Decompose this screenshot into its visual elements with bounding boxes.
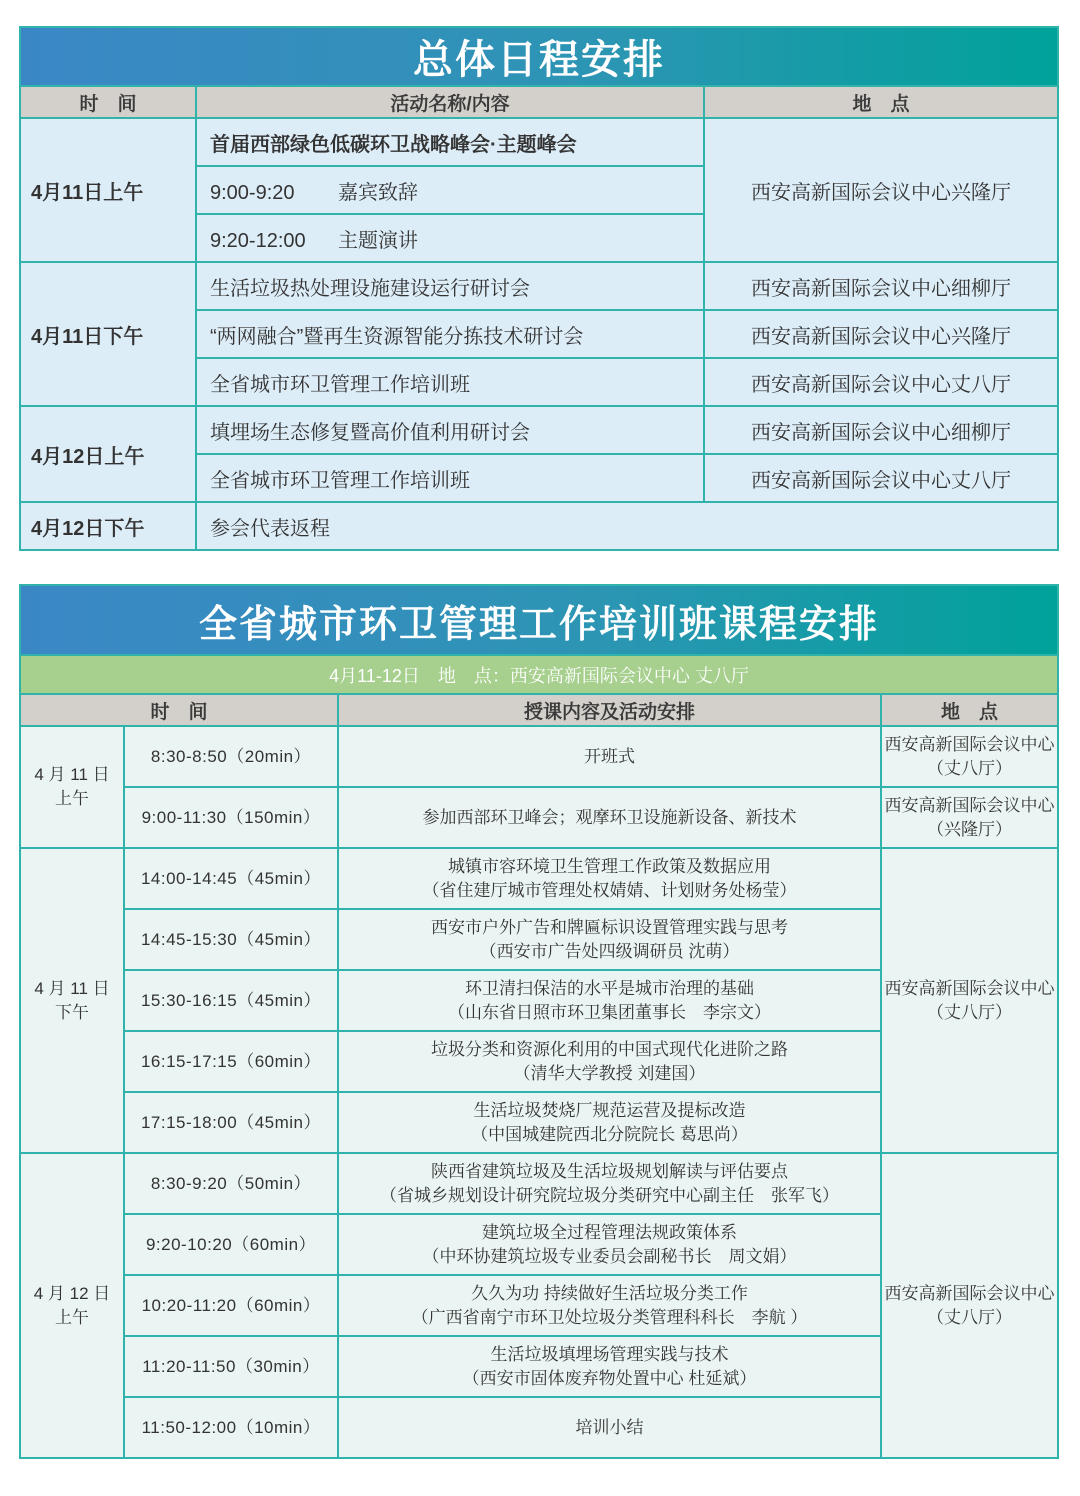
content-cell: 参加西部环卫峰会；观摩环卫设施新设备、新技术 (338, 787, 881, 848)
time-cell: 10:20-11:20（60min） (124, 1275, 338, 1336)
content-cell (338, 1214, 881, 1275)
lecture-speaker: （西安市广告处四级调研员 沈萌） (479, 941, 740, 961)
location-cell (881, 726, 1058, 787)
content-cell (338, 909, 881, 970)
activity-time: 9:20-12:00 (210, 229, 306, 252)
content-cell (338, 1153, 881, 1214)
table-row (20, 848, 1058, 909)
lecture-speaker: （清华大学教授 刘建国） (513, 1063, 706, 1083)
time-cell: 16:15-17:15（60min） (124, 1031, 338, 1092)
time-cell: 15:30-16:15（45min） (124, 970, 338, 1031)
date-cell (20, 848, 124, 1153)
column-header-location: 地 点 (704, 86, 1058, 118)
lecture-speaker: （广西省南宁市环卫处垃圾分类管理科科长 李航 ） (411, 1307, 808, 1327)
column-header-activity: 活动名称/内容 (196, 86, 704, 118)
time-cell: 4月11日下午 (20, 262, 196, 406)
lecture-title: 久久为功 持续做好生活垃圾分类工作 (471, 1283, 748, 1303)
time-cell: 9:00-11:30（150min） (124, 787, 338, 848)
content-cell (338, 1336, 881, 1397)
content-cell (338, 1275, 881, 1336)
activity-cell (196, 166, 704, 214)
location-line2: （丈八厅） (927, 758, 1012, 778)
lecture-title: 垃圾分类和资源化利用的中国式现代化进阶之路 (431, 1039, 788, 1059)
column-header-time: 时 间 (20, 86, 196, 118)
time-cell: 17:15-18:00（45min） (124, 1092, 338, 1153)
activity-cell: “两网融合”暨再生资源智能分拣技术研讨会 (196, 310, 704, 358)
location-cell: 西安高新国际会议中心兴隆厅 (704, 310, 1058, 358)
table-row (20, 118, 1058, 166)
lecture-title: 西安市户外广告和牌匾标识设置管理实践与思考 (431, 917, 788, 937)
column-header-location: 地 点 (881, 694, 1058, 726)
overall-schedule-title: 总体日程安排 (20, 27, 1058, 86)
activity-time: 9:00-9:20 (210, 181, 295, 204)
content-cell (338, 1397, 881, 1458)
column-header-time: 时 间 (20, 694, 338, 726)
activity-cell: 首届西部绿色低碳环卫战略峰会·主题峰会 (196, 118, 704, 166)
table-row (20, 406, 1058, 454)
table-row (20, 1153, 1058, 1214)
column-header-content: 授课内容及活动安排 (338, 694, 881, 726)
table-header-row (20, 86, 1058, 118)
lecture-title: 城镇市容环境卫生管理工作政策及数据应用 (448, 856, 771, 876)
date-line1: 4 月 11 日 (34, 765, 110, 784)
time-cell: 14:00-14:45（45min） (124, 848, 338, 909)
activity-cell: 全省城市环卫管理工作培训班 (196, 454, 704, 502)
location-line1: 西安高新国际会议中心 (884, 734, 1055, 754)
date-cell (20, 726, 124, 848)
location-line1: 西安高新国际会议中心 (884, 1283, 1055, 1303)
time-cell: 4月12日下午 (20, 502, 196, 550)
location-cell (881, 787, 1058, 848)
date-line2: 上午 (55, 789, 89, 808)
location-line1: 西安高新国际会议中心 (884, 795, 1055, 815)
activity-label: 嘉宾致辞 (338, 181, 418, 204)
lecture-title: 环卫清扫保洁的水平是城市治理的基础 (465, 978, 754, 998)
activity-cell: 全省城市环卫管理工作培训班 (196, 358, 704, 406)
location-cell: 西安高新国际会议中心细柳厅 (704, 262, 1058, 310)
table-row (20, 27, 1058, 86)
lecture-title: 生活垃圾填埋场管理实践与技术 (490, 1344, 729, 1364)
tables-gap (19, 551, 1061, 584)
table-row (20, 787, 1058, 848)
activity-cell: 参会代表返程 (196, 502, 1058, 550)
lecture-title: 培训小结 (575, 1417, 644, 1437)
location-cell: 西安高新国际会议中心兴隆厅 (704, 118, 1058, 262)
lecture-title: 生活垃圾焚烧厂规范运营及提标改造 (473, 1100, 746, 1120)
location-cell: 西安高新国际会议中心细柳厅 (704, 406, 1058, 454)
date-line2: 下午 (55, 1002, 89, 1022)
date-cell (20, 1153, 124, 1458)
activity-cell: 生活垃圾热处理设施建设运行研讨会 (196, 262, 704, 310)
table-row (20, 726, 1058, 787)
activity-cell (196, 214, 704, 262)
location-cell (881, 848, 1058, 1153)
lecture-speaker: （西安市固体废弃物处置中心 杜延斌） (462, 1368, 757, 1388)
training-schedule-subtitle: 4月11-12日 地 点：西安高新国际会议中心 丈八厅 (20, 655, 1058, 694)
content-cell (338, 970, 881, 1031)
lecture-speaker: （山东省日照市环卫集团董事长 李宗文） (448, 1002, 771, 1022)
time-cell: 11:20-11:50（30min） (124, 1336, 338, 1397)
table-row (20, 262, 1058, 310)
content-cell (338, 1092, 881, 1153)
table-row (20, 585, 1058, 655)
location-line2: （兴隆厅） (927, 819, 1012, 839)
lecture-speaker: （中国城建院西北分院院长 葛思尚） (471, 1124, 748, 1144)
table-row (20, 502, 1058, 550)
location-line2: （丈八厅） (927, 1002, 1012, 1022)
activity-label: 主题演讲 (338, 229, 418, 252)
activity-cell: 填埋场生态修复暨高价值利用研讨会 (196, 406, 704, 454)
training-schedule-table (19, 584, 1059, 1459)
location-line2: （丈八厅） (927, 1307, 1012, 1327)
content-cell (338, 1031, 881, 1092)
time-cell: 8:30-9:20（50min） (124, 1153, 338, 1214)
location-cell (881, 1153, 1058, 1458)
training-schedule-title: 全省城市环卫管理工作培训班课程安排 (20, 585, 1058, 655)
time-cell: 4月12日上午 (20, 406, 196, 502)
lecture-title: 陕西省建筑垃圾及生活垃圾规划解读与评估要点 (431, 1161, 788, 1181)
location-cell: 西安高新国际会议中心丈八厅 (704, 358, 1058, 406)
time-cell: 8:30-8:50（20min） (124, 726, 338, 787)
date-line1: 4 月 12 日 (33, 1283, 111, 1303)
lecture-speaker: （省住建厅城市管理处权婧婧、计划财务处杨莹） (422, 880, 797, 900)
time-cell: 11:50-12:00（10min） (124, 1397, 338, 1458)
time-cell: 4月11日上午 (20, 118, 196, 262)
overall-schedule-table (19, 26, 1059, 551)
table-row (20, 655, 1058, 694)
lecture-title: 建筑垃圾全过程管理法规政策体系 (482, 1222, 737, 1242)
table-header-row (20, 694, 1058, 726)
date-line2: 上午 (55, 1307, 89, 1327)
content-cell: 开班式 (338, 726, 881, 787)
lecture-speaker: （省城乡规划设计研究院垃圾分类研究中心副主任 张军飞） (380, 1185, 839, 1205)
content-cell (338, 848, 881, 909)
time-cell: 9:20-10:20（60min） (124, 1214, 338, 1275)
time-cell: 14:45-15:30（45min） (124, 909, 338, 970)
location-cell: 西安高新国际会议中心丈八厅 (704, 454, 1058, 502)
location-line1: 西安高新国际会议中心 (884, 978, 1055, 998)
date-line1: 4 月 11 日 (34, 978, 110, 998)
lecture-speaker: （中环协建筑垃圾专业委员会副秘书长 周文娟） (422, 1246, 797, 1266)
